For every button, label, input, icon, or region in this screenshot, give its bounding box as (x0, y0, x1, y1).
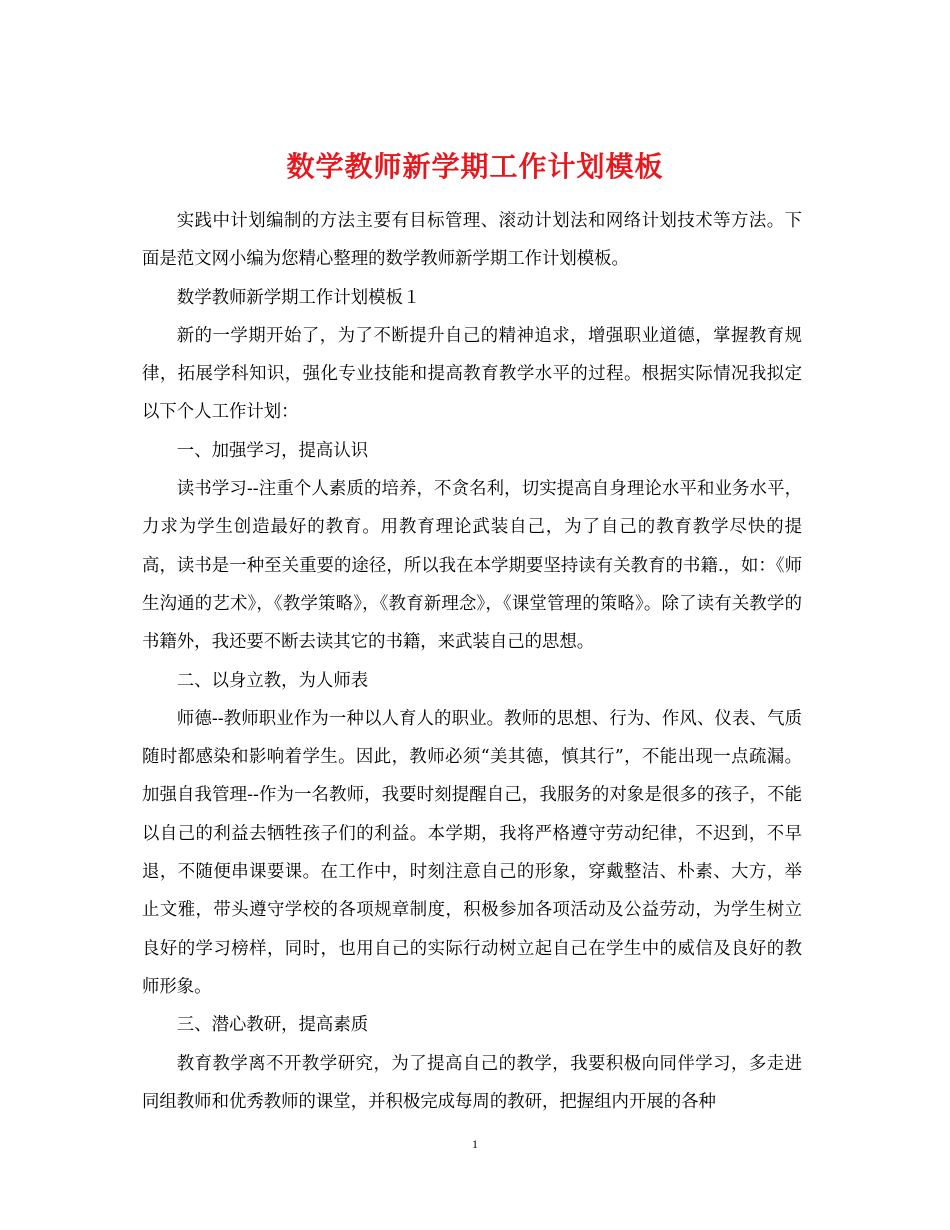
page-number: 1 (472, 1137, 478, 1151)
paragraph-reading: 读书学习--注重个人素质的培养，不贪名利，切实提高自身理论水平和业务水平，力求为学生创造最好的教育。用教育理论武装自己，为了自己的教育教学尽快的提高，读书是一种至关重要的途径，所以我在本学期要坚持读有关教育的书籍.，如：《师生沟通的艺术》，《教学策略》，《教育新理念》，《课堂管理的策略》。除了读有关教学的书籍外，我还要不断去读其它的书籍，来武装自己的思想。 (142, 479, 802, 653)
document-title: 数学教师新学期工作计划模板 (286, 149, 664, 183)
document-body (142, 202, 802, 1121)
heading-section-1: 一、加强学习，提高认识 (176, 440, 369, 461)
heading-section-3: 三、潜心教研，提高素质 (176, 1015, 369, 1036)
paragraph-opening: 新的一学期开始了，为了不断提升自己的精神追求，增强职业道德，掌握教育规律，拓展学科知识，强化专业技能和提高教育教学水平的过程。根据实际情况我拟定以下个人工作计划： (142, 325, 802, 423)
heading-section-2: 二、以身立教，为人师表 (176, 670, 369, 691)
paragraph-intro: 实践中计划编制的方法主要有目标管理、滚动计划法和网络计划技术等方法。下面是范文网小编为您精心整理的数学教师新学期工作计划模板。 (142, 211, 802, 270)
paragraph-research: 教育教学离不开教学研究，为了提高自己的教学，我要积极向同伴学习，多走进同组教师和优秀教师的课堂，并积极完成每周的教研，把握组内开展的各种 (142, 1053, 802, 1112)
paragraph-ethics: 师德--教师职业作为一种以人育人的职业。教师的思想、行为、作风、仪表、气质随时都感染和影响着学生。因此，教师必须“美其德，慎其行”，不能出现一点疏漏。加强自我管理--作为一名教师，我要时刻提醒自己，我服务的对象是很多的孩子，不能以自己的利益去牺牲孩子们的利益。本学期，我将严格遵守劳动纪律，不迟到，不早退，不随便串课要课。在工作中，时刻注意自己的形象，穿戴整洁、朴素、大方，举止文雅，带头遵守学校的各项规章制度，积极参加各项活动及公益劳动，为学生树立良好的学习榜样，同时，也用自己的实际行动树立起自己在学生中的威信及良好的教师形象。 (142, 708, 802, 997)
section-template-1-title: 数学教师新学期工作计划模板１ (176, 287, 421, 308)
